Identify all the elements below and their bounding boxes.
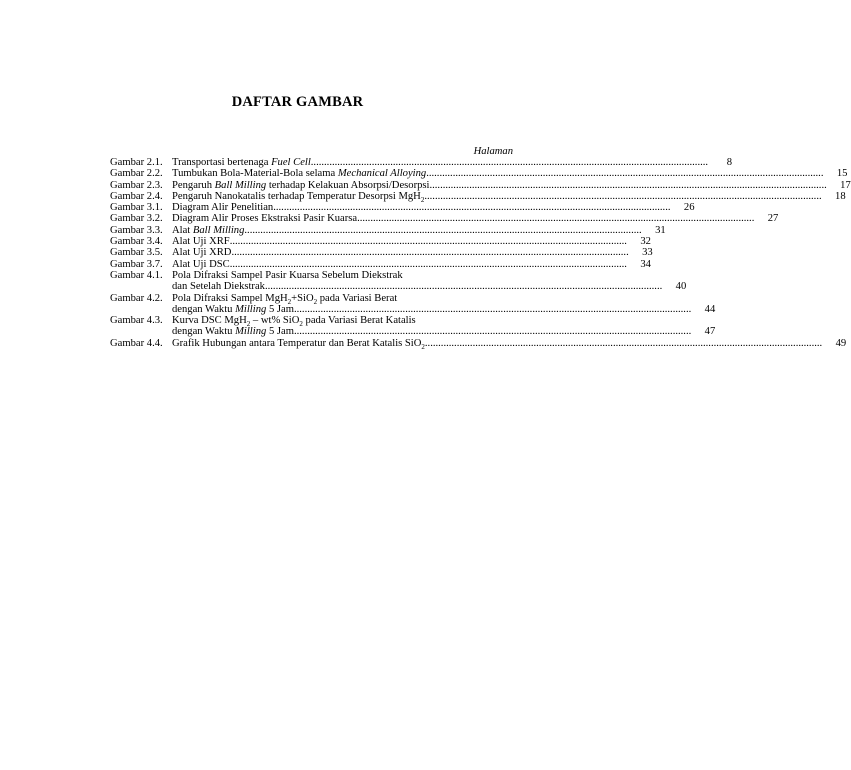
dot-leader bbox=[357, 213, 754, 224]
figure-caption: dengan Waktu Milling 5 Jam bbox=[172, 303, 294, 315]
page-number: 8 bbox=[726, 157, 733, 168]
dot-leader bbox=[230, 259, 627, 270]
figure-caption: Tumbukan Bola-Material-Bola selama Mechanical Alloying bbox=[172, 168, 427, 180]
page-number: 44 bbox=[704, 303, 716, 315]
figure-number: Gambar 3.2. bbox=[110, 213, 163, 225]
dot-leader bbox=[294, 304, 691, 315]
figure-entry[interactable] bbox=[110, 179, 851, 191]
figure-caption: Kurva DSC MgH$_2$ – wt% SiO$_2$ pada Variasi Berat Katalis bbox=[172, 315, 416, 329]
dot-leader bbox=[231, 247, 628, 258]
figure-number: Gambar 3.3. bbox=[110, 224, 163, 236]
figure-entry[interactable] bbox=[110, 292, 716, 316]
figure-list bbox=[110, 157, 851, 351]
figure-caption: Transportasi bertenaga Fuel Cell bbox=[172, 157, 311, 168]
figure-entry[interactable] bbox=[110, 202, 695, 214]
figure-caption: Alat Uji XRD bbox=[172, 247, 232, 259]
figure-caption: Alat Uji XRF bbox=[172, 236, 230, 248]
figure-caption: Pola Difraksi Sampel MgH$_2$+SiO$_2$ pada Variasi Berat bbox=[172, 292, 398, 306]
figure-entry[interactable] bbox=[110, 269, 687, 293]
figure-entry[interactable] bbox=[110, 213, 779, 225]
figure-caption: Pola Difraksi Sampel Pasir Kuarsa Sebelum Diekstrak bbox=[172, 269, 403, 281]
page-number: 26 bbox=[683, 202, 695, 214]
figure-entry[interactable] bbox=[110, 258, 651, 270]
figure-caption: Pengaruh Ball Milling terhadap Kelakuan Absorpsi/Desorpsi bbox=[172, 179, 430, 191]
figure-caption: dan Setelah Diekstrak bbox=[172, 281, 265, 293]
figure-entry[interactable] bbox=[110, 247, 653, 259]
figure-number: Gambar 4.1. bbox=[110, 269, 163, 281]
figure-number: Gambar 3.7. bbox=[110, 258, 163, 270]
figure-caption: dengan Waktu Milling 5 Jam bbox=[172, 326, 294, 338]
figure-entry[interactable] bbox=[110, 190, 846, 204]
figure-entry[interactable] bbox=[110, 168, 848, 180]
figure-caption: Grafik Hubungan antara Temperatur dan Berat Katalis SiO$_2$ bbox=[172, 337, 425, 351]
dot-leader bbox=[429, 180, 826, 191]
figure-number: Gambar 3.4. bbox=[110, 236, 163, 248]
dot-leader bbox=[426, 168, 823, 179]
dot-leader bbox=[273, 202, 670, 213]
figure-number: Gambar 4.4. bbox=[110, 337, 163, 349]
page-number: 47 bbox=[704, 326, 716, 338]
figure-number: Gambar 4.3. bbox=[110, 315, 163, 327]
dot-leader bbox=[230, 236, 627, 247]
figure-entry[interactable] bbox=[110, 315, 716, 338]
figure-entry[interactable] bbox=[110, 157, 733, 168]
dot-leader bbox=[265, 281, 662, 292]
figure-number: Gambar 3.5. bbox=[110, 247, 163, 259]
dot-leader bbox=[424, 191, 821, 202]
figure-number: Gambar 4.2. bbox=[110, 292, 163, 304]
page-number: 49 bbox=[835, 337, 847, 349]
page-number: 32 bbox=[640, 236, 651, 248]
page-column-label: Halaman bbox=[473, 146, 513, 157]
figure-number: Gambar 2.2. bbox=[110, 168, 163, 180]
page-number: 31 bbox=[655, 224, 666, 236]
figure-entry[interactable] bbox=[110, 337, 847, 351]
dot-leader bbox=[244, 225, 641, 236]
figure-number: Gambar 3.1. bbox=[110, 202, 163, 214]
figure-caption: Alat Uji DSC bbox=[172, 258, 230, 270]
figure-entry[interactable] bbox=[110, 224, 666, 236]
figure-caption: Alat Ball Milling bbox=[172, 224, 245, 236]
dot-leader bbox=[294, 326, 691, 337]
page-number: 15 bbox=[836, 168, 848, 180]
figure-caption: Pengaruh Nanokatalis terhadap Temperatur Desorpsi MgH$_2$ bbox=[172, 190, 425, 204]
dot-leader bbox=[425, 338, 822, 349]
page-number: 27 bbox=[767, 213, 779, 225]
page-number: 40 bbox=[675, 281, 687, 293]
page-number: 17 bbox=[840, 179, 851, 191]
page-number: 33 bbox=[642, 247, 653, 259]
figure-caption: Diagram Alir Penelitian bbox=[172, 202, 274, 214]
figure-number: Gambar 2.4. bbox=[110, 190, 163, 202]
page-number: 18 bbox=[835, 190, 846, 202]
figure-entry[interactable] bbox=[110, 236, 651, 248]
figure-caption: Diagram Alir Proses Ekstraksi Pasir Kuarsa bbox=[172, 213, 358, 225]
page-number: 34 bbox=[640, 258, 651, 270]
figure-number: Gambar 2.1. bbox=[110, 157, 163, 168]
page-title: DAFTAR GAMBAR bbox=[231, 94, 364, 110]
figure-number: Gambar 2.3. bbox=[110, 179, 163, 191]
dot-leader bbox=[311, 157, 708, 168]
